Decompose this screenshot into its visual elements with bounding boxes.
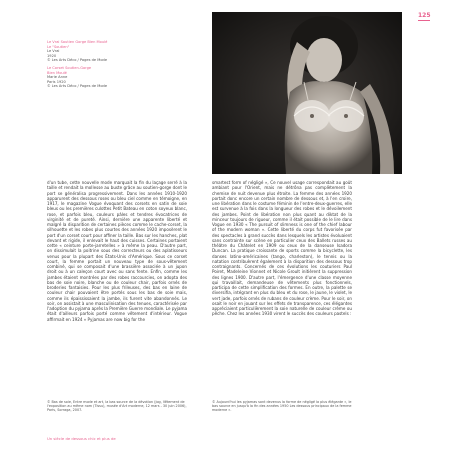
- caption-sub-line: Marie Anne: [47, 75, 68, 80]
- caption-block-1: [47, 40, 137, 63]
- caption-title-line: Le Corset Soutien-Gorge: [47, 65, 92, 70]
- body-paragraph-right: smartest form of négligé », Ce nouvel usage correspondait au goût ambiant pour l'Orient, mais ne détrôna pas complètement la chemise de nuit devenue plus étroite. La femme des années 1920 portait donc encore un certain nombre de dessous et, à l'en croire, une libération dans le costume féminin de l'entre-deux-guerres, elle est survenue à la fois dans la longueur des robes et le dévoilement des jambes. Point de libération non plus quant au diktat de la minceur toujours de rigueur, comme il était possible de le lire dans Vogue en 1930 « The pursuit of slimness is one of the chief labour of the modern woman ». Cette liberté du corps fut favorisée par des spectacles à grand succès dans lesquels les artistes évoluaient sans contrainte sur scène en particulier ceux des Ballets russes au théâtre du Châtelet en 1909 ou ceux de la danseuse Isadora Duncan. La pratique croissante de sports comme la bicyclette, les danses latino-américaines (tango, charleston), le tennis ou la natation contribuèrent également à la disparition des dessous trop contraignants. Concernés de ces évolutions les couturiers Paul Poiret, Madeleine Vionnet et Nicole Groult initièrent la suppression des lignes 1900. D'autre part, l'émergence d'une classe moyenne qui travaillait, demandeuse de vêtements plus fonctionnels, participa de cette simplification des formes. En outre, la palette se diversifia, intégrant en plus du bleu et du rose, le jaune, le violet, le vert jade, parfois ornés de rubans de couleur crème. Pour le soir, on osait le noir en jouant sur les effets de transparence, ces élégantes appréciaient particulièrement la soie naturelle de couleur crème ou pêche. Chez les années 1930 virent le succès des couleurs pastels :: [212, 180, 352, 317]
- body-paragraph-left: d'un tube, cette nouvelle mode marquait la fin du laçage serré à la taille et rendait la mollesse au buste grâce au soutien-gorge dont le port se généralisa progressivement. Dans les années 1910-1920 apparurent des dessous roses ou bleu ciel comme en témoigne, en 1917, le magazine Vogue évoquant des corsets en satin de soie bleus ou les premières culottes Petit Bateau en coton soyeux blanc, rose, et parfois bleu, couleurs pâles et tendres évocatrices de virginité et de pureté. Ainsi, dernière une apparente liberté et malgré la disparition de certaines pièces comme le cache-corset, la silhouette et les robes plus courtes des années 1920 imposèrent le port d'un corset court pour affiner la taille. Bas sur les hanches, plat devant et rigide, il enlevait le haut des cuisses. Certaines portaient cette « ceinture porte-jarretelles » à même la peau. D'autre part, on dissimulait la poitrine sous des correcteurs ou des aplatisseurs venus pour la plupart des États-Unis d'Amérique. Sous ce corset court, la femme portait un nouveau type de sous-vêtement combiné, qui se composait d'une brassière associée à un jupon droit ou à un caleçon court avec ou sans fente. Enfin, comme les jambes étaient montrées par des robes raccourcies, on adopta des bas de soie noire, blanche ou de couleur chair, parfois ornés de broderies fantaisies. Pour les plus frileuses, des bas en laine de couleur chair pouvaient être portés sous les bas de soie mais, comme ils épaississaient la jambe, ils furent vite abandonnés. Le soir, on assistait à une masculinisation des tenues, caractérisée par l'adoption du pyjama après la Première Guerre mondiale. Le pyjama était d'ailleurs parfois porté comme vêtement d'intérieur. Vogue affirmait en 1924 « Pyjamas are now big for the: [47, 180, 187, 322]
- photo-portrait-icon: [212, 12, 402, 174]
- body-text-left-column: [47, 180, 187, 322]
- page-number-rule: [418, 20, 430, 21]
- caption-sub-line: © Les Arts Déco / Pages de Mode: [47, 84, 108, 89]
- footnote-right: © Aujourd'hui les pyjamas sont devenus la forme de négligé la plus élégante », le bas source en jusqu'à la fin des années 1950 Les dessous principaux de la femme moderne ».: [212, 400, 352, 413]
- caption-sub-line: © Les Arts Déco / Pages de Mode: [47, 58, 108, 63]
- page-number: [418, 12, 431, 21]
- running-footer-title: Un siècle de dessous chic et plus de: [47, 436, 116, 441]
- caption-column: [47, 40, 137, 92]
- vintage-photograph: [212, 12, 402, 174]
- body-text-right-column: [212, 180, 352, 317]
- caption-sub-line: Paris 1920: [47, 79, 66, 84]
- caption-block-2: [47, 66, 137, 89]
- page-number-text: 125: [418, 12, 431, 19]
- footnote-left: © Bas de soie, Entre mode et art, la bas source de la dévotion (Jog, Vêtement de l'exposition au même nom (Tissu), musée d'Art moderne, 12 mars - 30 juin 2006), Paris, Sorraga, 2007.: [47, 400, 187, 413]
- caption-sub-line: 1920: [47, 53, 57, 58]
- caption-sub-line: Le Vrai: [47, 49, 60, 54]
- caption-title-line: Le Vrai Soutien Gorge Bien Moulé: [47, 40, 108, 44]
- caption-title-line: Bien Moulé: [47, 70, 67, 75]
- caption-title-line: Le "Soutien": [47, 44, 70, 49]
